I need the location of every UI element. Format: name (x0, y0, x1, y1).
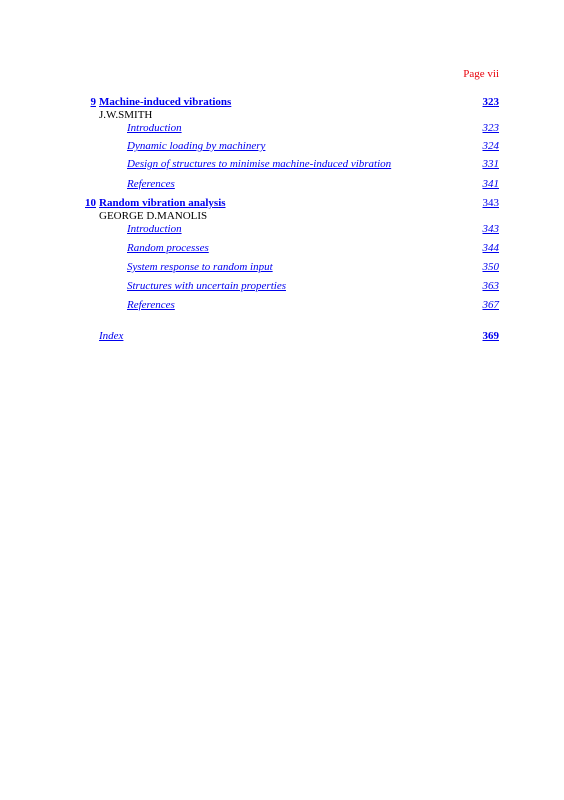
toc-entry-page[interactable]: 344 (482, 242, 499, 254)
toc-entry-uncertain-properties[interactable]: Structures with uncertain properties (127, 280, 286, 292)
chapter-number-10[interactable]: 10 (85, 197, 96, 209)
toc-entry-random-processes[interactable]: Random processes (127, 242, 209, 254)
toc-entry-references[interactable]: References (127, 299, 175, 311)
chapter-number-9[interactable]: 9 (90, 96, 96, 108)
chapter-title-9[interactable]: Machine-induced vibrations (99, 96, 232, 108)
page-label: Page vii (463, 68, 499, 80)
chapter-title-10[interactable]: Random vibration analysis (99, 197, 226, 209)
toc-entry-introduction[interactable]: Introduction (127, 223, 182, 235)
toc-entry-page[interactable]: 350 (482, 261, 499, 273)
toc-entry-page[interactable]: 367 (482, 299, 499, 311)
toc-entry-page[interactable]: 363 (482, 280, 499, 292)
toc-entry-index-page[interactable]: 369 (482, 330, 499, 342)
toc-entry-page[interactable]: 331 (482, 158, 499, 170)
chapter-page-10[interactable]: 343 (482, 197, 499, 209)
toc-entry-design-of-structures[interactable]: Design of structures to minimise machine-induced vibration (127, 158, 392, 170)
toc-entry-references[interactable]: References (127, 178, 175, 190)
toc-entry-introduction[interactable]: Introduction (127, 122, 182, 134)
chapter-page-9[interactable]: 323 (482, 96, 499, 108)
toc-entry-page[interactable]: 324 (482, 140, 499, 152)
toc-entry-system-response[interactable]: System response to random input (127, 261, 273, 273)
chapter-author-9: J.W.SMITH (99, 109, 153, 121)
toc-entry-dynamic-loading[interactable]: Dynamic loading by machinery (127, 140, 266, 152)
toc-entry-index[interactable]: Index (99, 330, 124, 342)
toc-entry-page[interactable]: 323 (482, 122, 499, 134)
chapter-author-10: GEORGE D.MANOLIS (99, 210, 208, 222)
toc-entry-page[interactable]: 341 (482, 178, 499, 190)
toc-entry-page[interactable]: 343 (482, 223, 499, 235)
